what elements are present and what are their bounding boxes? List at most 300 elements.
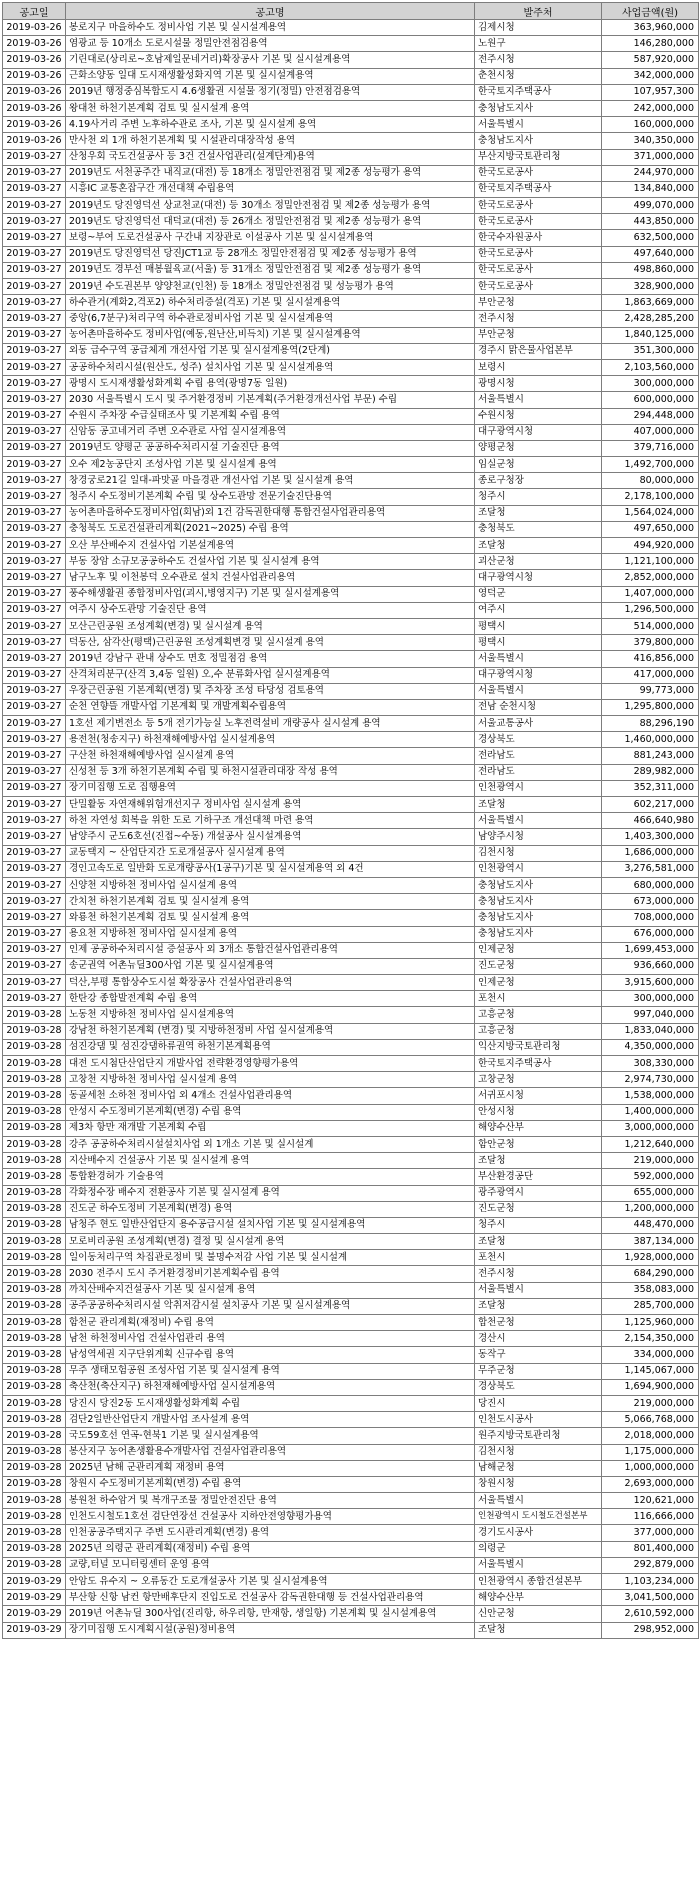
cell-date: 2019-03-28	[3, 1347, 66, 1363]
cell-ordering-org: 양평군청	[475, 440, 602, 456]
table-row[interactable]	[3, 570, 699, 586]
cell-notice-name: 부동 장암 소규모공공하수도 건설사업 기본 및 실시설계 용역	[66, 554, 475, 570]
cell-ordering-org: 경상북도	[475, 1379, 602, 1395]
cell-ordering-org: 서울특별시	[475, 392, 602, 408]
cell-ordering-org: 조달청	[475, 538, 602, 554]
table-row[interactable]	[3, 505, 699, 521]
cell-notice-name: 봉산지구 농어촌생활용수개발사업 건설사업관리용역	[66, 1444, 475, 1460]
table-row[interactable]	[3, 1234, 699, 1250]
cell-notice-name: 보령~부여 도로건설공사 구간내 지장관로 이설공사 기본 및 실시설계용역	[66, 230, 475, 246]
table-row[interactable]	[3, 958, 699, 974]
cell-date: 2019-03-27	[3, 327, 66, 343]
cell-amount: 342,000,000	[602, 68, 699, 84]
table-row[interactable]	[3, 877, 699, 893]
cell-ordering-org: 고흥군청	[475, 1007, 602, 1023]
table-row[interactable]	[3, 392, 699, 408]
cell-ordering-org: 충청남도지사	[475, 100, 602, 116]
cell-notice-name: 강주 공공하수처리시설설치사업 외 1개소 기본 및 실시설계	[66, 1136, 475, 1152]
cell-date: 2019-03-28	[3, 1315, 66, 1331]
header-date[interactable]: 공고일	[3, 3, 66, 20]
cell-amount: 497,640,000	[602, 246, 699, 262]
table-row[interactable]	[3, 651, 699, 667]
cell-ordering-org: 인천광역시 종합건설본부	[475, 1574, 602, 1590]
cell-date: 2019-03-28	[3, 1282, 66, 1298]
cell-date: 2019-03-28	[3, 1557, 66, 1573]
table-row[interactable]	[3, 1169, 699, 1185]
cell-date: 2019-03-26	[3, 117, 66, 133]
cell-amount: 352,311,000	[602, 780, 699, 796]
table-row[interactable]	[3, 376, 699, 392]
cell-amount: 407,000,000	[602, 424, 699, 440]
cell-ordering-org: 광명시청	[475, 376, 602, 392]
table-row[interactable]	[3, 100, 699, 116]
cell-amount: 219,000,000	[602, 1395, 699, 1411]
cell-notice-name: 신성천 등 3개 하천기본계획 수립 및 하천시설관리대장 작성 용역	[66, 764, 475, 780]
cell-notice-name: 교량,터널 모니터링센터 운영 용역	[66, 1557, 475, 1573]
cell-notice-name: 각화정수장 배수지 전환공사 기본 및 실시설계 용역	[66, 1185, 475, 1201]
cell-notice-name: 단밀활동 자연재해위험개선지구 정비사업 실시설계 용역	[66, 797, 475, 813]
table-row[interactable]	[3, 1444, 699, 1460]
cell-date: 2019-03-27	[3, 797, 66, 813]
cell-notice-name: 2019년도 경부선 매봉월육교(서울) 등 31개소 정밀안전점검 및 제2종 성능평가 용역	[66, 262, 475, 278]
table-row[interactable]	[3, 1217, 699, 1233]
cell-notice-name: 검단2일반산업단지 개발사업 조사설계 용역	[66, 1412, 475, 1428]
table-row[interactable]	[3, 359, 699, 375]
cell-date: 2019-03-27	[3, 165, 66, 181]
cell-amount: 1,407,000,000	[602, 586, 699, 602]
cell-notice-name: 2019년도 당진영덕선 상교천교(대전) 등 30개소 정밀안전점검 및 제2종 성능평가 용역	[66, 198, 475, 214]
cell-ordering-org: 한국도로공사	[475, 165, 602, 181]
cell-date: 2019-03-28	[3, 1509, 66, 1525]
table-row[interactable]	[3, 975, 699, 991]
cell-amount: 5,066,768,000	[602, 1412, 699, 1428]
cell-amount: 1,145,067,000	[602, 1363, 699, 1379]
cell-ordering-org: 한국토지주택공사	[475, 181, 602, 197]
cell-ordering-org: 김천시청	[475, 1444, 602, 1460]
table-row[interactable]	[3, 829, 699, 845]
cell-ordering-org: 고흥군청	[475, 1023, 602, 1039]
cell-notice-name: 경인고속도로 일반화 도로개량공사(1공구)기본 및 실시설계용역 외 4건	[66, 861, 475, 877]
cell-amount: 1,125,960,000	[602, 1315, 699, 1331]
cell-amount: 334,000,000	[602, 1347, 699, 1363]
cell-date: 2019-03-26	[3, 84, 66, 100]
table-row[interactable]	[3, 457, 699, 473]
table-row[interactable]	[3, 214, 699, 230]
cell-date: 2019-03-28	[3, 1395, 66, 1411]
cell-ordering-org: 함안군청	[475, 1136, 602, 1152]
cell-date: 2019-03-27	[3, 424, 66, 440]
cell-notice-name: 섬진강댐 및 섬진강댐하류권역 하천기본계획용역	[66, 1039, 475, 1055]
cell-date: 2019-03-28	[3, 1217, 66, 1233]
table-row[interactable]	[3, 894, 699, 910]
cell-date: 2019-03-26	[3, 68, 66, 84]
table-row[interactable]	[3, 1298, 699, 1314]
table-row[interactable]	[3, 117, 699, 133]
cell-date: 2019-03-28	[3, 1120, 66, 1136]
cell-notice-name: 2019년도 당진영덕선 대덕교(대전) 등 26개소 정밀안전점검 및 제2종 성능평가 용역	[66, 214, 475, 230]
table-row[interactable]	[3, 1007, 699, 1023]
cell-date: 2019-03-28	[3, 1412, 66, 1428]
table-row[interactable]	[3, 489, 699, 505]
cell-amount: 466,640,980	[602, 813, 699, 829]
table-row[interactable]	[3, 1557, 699, 1573]
cell-ordering-org: 대구광역시청	[475, 570, 602, 586]
cell-ordering-org: 괴산군청	[475, 554, 602, 570]
cell-date: 2019-03-29	[3, 1590, 66, 1606]
cell-ordering-org: 안성시청	[475, 1104, 602, 1120]
table-row[interactable]	[3, 1428, 699, 1444]
cell-ordering-org: 동작구	[475, 1347, 602, 1363]
cell-date: 2019-03-28	[3, 1153, 66, 1169]
table-row[interactable]	[3, 198, 699, 214]
cell-ordering-org: 전주시청	[475, 1266, 602, 1282]
cell-date: 2019-03-27	[3, 181, 66, 197]
cell-date: 2019-03-28	[3, 1428, 66, 1444]
cell-notice-name: 공주공공하수처리시설 악취저감시설 설치공사 기본 및 실시설계용역	[66, 1298, 475, 1314]
cell-amount: 497,650,000	[602, 521, 699, 537]
cell-date: 2019-03-28	[3, 1525, 66, 1541]
table-row[interactable]	[3, 942, 699, 958]
table-row[interactable]	[3, 861, 699, 877]
cell-notice-name: 2025년 남해 군관리계획 재정비 용역	[66, 1460, 475, 1476]
cell-date: 2019-03-27	[3, 651, 66, 667]
cell-amount: 2,018,000,000	[602, 1428, 699, 1444]
cell-amount: 379,716,000	[602, 440, 699, 456]
table-row[interactable]	[3, 1088, 699, 1104]
cell-notice-name: 남구노후 및 이천봉덕 오수관로 설치 건설사업관리용역	[66, 570, 475, 586]
cell-date: 2019-03-27	[3, 230, 66, 246]
cell-notice-name: 통합환경허가 기술용역	[66, 1169, 475, 1185]
table-row[interactable]	[3, 1622, 699, 1638]
table-row[interactable]	[3, 181, 699, 197]
cell-amount: 1,212,640,000	[602, 1136, 699, 1152]
cell-notice-name: 2019년 행정중심복합도시 4.6생활권 시설물 정기(정밀) 안전점검용역	[66, 84, 475, 100]
table-row[interactable]	[3, 327, 699, 343]
cell-date: 2019-03-28	[3, 1266, 66, 1282]
cell-ordering-org: 임실군청	[475, 457, 602, 473]
cell-ordering-org: 보령시	[475, 359, 602, 375]
cell-notice-name: 강남천 하천기본계획 (변경) 및 지방하천정비 사업 실시설계용역	[66, 1023, 475, 1039]
table-row[interactable]	[3, 1509, 699, 1525]
table-row[interactable]	[3, 910, 699, 926]
cell-date: 2019-03-27	[3, 748, 66, 764]
table-row[interactable]	[3, 586, 699, 602]
cell-notice-name: 안암도 유수지 ~ 오류동간 도로개설공사 기본 및 실시설계용역	[66, 1574, 475, 1590]
cell-ordering-org: 광주광역시	[475, 1185, 602, 1201]
cell-date: 2019-03-27	[3, 440, 66, 456]
cell-amount: 3,000,000,000	[602, 1120, 699, 1136]
cell-date: 2019-03-28	[3, 1088, 66, 1104]
cell-ordering-org: 평택시	[475, 635, 602, 651]
cell-notice-name: 진도군 하수도정비 기본계획(변경) 용역	[66, 1201, 475, 1217]
cell-date: 2019-03-27	[3, 214, 66, 230]
cell-amount: 116,666,000	[602, 1509, 699, 1525]
cell-date: 2019-03-26	[3, 133, 66, 149]
cell-ordering-org: 전라남도	[475, 748, 602, 764]
table-row[interactable]	[3, 1590, 699, 1606]
cell-amount: 1,564,024,000	[602, 505, 699, 521]
cell-notice-name: 남천 하천정비사업 건설사업관리 용역	[66, 1331, 475, 1347]
table-row[interactable]	[3, 1056, 699, 1072]
cell-notice-name: 산청우회 국도건설공사 등 3건 건설사업관리(설계단계)용역	[66, 149, 475, 165]
cell-amount: 881,243,000	[602, 748, 699, 764]
cell-ordering-org: 해양수산부	[475, 1120, 602, 1136]
cell-ordering-org: 한국수자원공사	[475, 230, 602, 246]
table-row[interactable]	[3, 1266, 699, 1282]
cell-date: 2019-03-27	[3, 813, 66, 829]
table-row[interactable]	[3, 262, 699, 278]
table-row[interactable]	[3, 246, 699, 262]
cell-amount: 292,879,000	[602, 1557, 699, 1573]
table-row[interactable]	[3, 1525, 699, 1541]
cell-date: 2019-03-27	[3, 392, 66, 408]
table-row[interactable]	[3, 1331, 699, 1347]
table-row[interactable]	[3, 424, 699, 440]
table-row[interactable]	[3, 68, 699, 84]
cell-ordering-org: 인천광역시 도시철도건설본부	[475, 1509, 602, 1525]
cell-ordering-org: 충청남도지사	[475, 894, 602, 910]
cell-ordering-org: 남양주시청	[475, 829, 602, 845]
table-row[interactable]	[3, 1412, 699, 1428]
cell-date: 2019-03-28	[3, 1136, 66, 1152]
table-row[interactable]	[3, 699, 699, 715]
table-row[interactable]	[3, 991, 699, 1007]
cell-amount: 285,700,000	[602, 1298, 699, 1314]
cell-notice-name: 덕동산, 삼각산(평택)근린공원 조성계획변경 및 실시설계 용역	[66, 635, 475, 651]
table-row[interactable]	[3, 1574, 699, 1590]
cell-ordering-org: 한국도로공사	[475, 262, 602, 278]
cell-amount: 997,040,000	[602, 1007, 699, 1023]
table-row[interactable]	[3, 295, 699, 311]
cell-notice-name: 무주 생태모험공원 조성사업 기본 및 실시설계 용역	[66, 1363, 475, 1379]
cell-amount: 417,000,000	[602, 667, 699, 683]
table-row[interactable]	[3, 1136, 699, 1152]
table-row[interactable]	[3, 732, 699, 748]
cell-date: 2019-03-27	[3, 845, 66, 861]
table-row[interactable]	[3, 618, 699, 634]
cell-notice-name: 2030 서울특별시 도시 및 주거환경정비 기본계획(주거환경개선사업 부문) 수립	[66, 392, 475, 408]
cell-notice-name: 인제 공공하수처리시설 증설공사 외 3개소 통합건설사업관리용역	[66, 942, 475, 958]
cell-notice-name: 당진시 당진2동 도시재생활성화계획 수립	[66, 1395, 475, 1411]
cell-amount: 1,295,800,000	[602, 699, 699, 715]
cell-date: 2019-03-27	[3, 505, 66, 521]
cell-ordering-org: 조달청	[475, 1622, 602, 1638]
cell-amount: 351,300,000	[602, 343, 699, 359]
cell-amount: 294,448,000	[602, 408, 699, 424]
cell-ordering-org: 충청남도지사	[475, 926, 602, 942]
table-row[interactable]	[3, 1460, 699, 1476]
cell-notice-name: 송군권역 어촌뉴딜300사업 기본 및 실시설계용역	[66, 958, 475, 974]
cell-amount: 684,290,000	[602, 1266, 699, 1282]
cell-amount: 3,041,500,000	[602, 1590, 699, 1606]
cell-date: 2019-03-27	[3, 473, 66, 489]
cell-notice-name: 봉로지구 마을하수도 정비사업 기본 및 실시설계용역	[66, 20, 475, 36]
table-row[interactable]	[3, 1153, 699, 1169]
table-row[interactable]	[3, 279, 699, 295]
cell-ordering-org: 전남 순천시청	[475, 699, 602, 715]
cell-ordering-org: 전주시청	[475, 311, 602, 327]
cell-amount: 298,952,000	[602, 1622, 699, 1638]
cell-ordering-org: 한국도로공사	[475, 198, 602, 214]
table-row[interactable]	[3, 764, 699, 780]
header-amount[interactable]: 사업금액(원)	[602, 3, 699, 20]
table-row[interactable]	[3, 554, 699, 570]
cell-amount: 2,610,592,000	[602, 1606, 699, 1622]
cell-amount: 3,276,581,000	[602, 861, 699, 877]
cell-notice-name: 기린대로(상리로~호남제일문네거리)확장공사 기본 및 실시설계용역	[66, 52, 475, 68]
table-row[interactable]	[3, 716, 699, 732]
header-org[interactable]: 발주처	[475, 3, 602, 20]
cell-date: 2019-03-27	[3, 570, 66, 586]
table-row[interactable]	[3, 133, 699, 149]
cell-notice-name: 와룡천 하천기본계획 검토 및 실시설계 용역	[66, 910, 475, 926]
table-row[interactable]	[3, 36, 699, 52]
cell-ordering-org: 경상북도	[475, 732, 602, 748]
table-row[interactable]	[3, 440, 699, 456]
table-row[interactable]	[3, 1201, 699, 1217]
table-row[interactable]	[3, 748, 699, 764]
table-row[interactable]	[3, 635, 699, 651]
cell-date: 2019-03-29	[3, 1622, 66, 1638]
table-row[interactable]	[3, 1541, 699, 1557]
cell-notice-name: 2019년 수도권본부 양양천교(인천) 등 18개소 정밀안전점검 및 성능평가 용역	[66, 279, 475, 295]
table-row[interactable]	[3, 1120, 699, 1136]
table-row[interactable]	[3, 813, 699, 829]
cell-date: 2019-03-27	[3, 699, 66, 715]
table-row[interactable]	[3, 1347, 699, 1363]
table-row[interactable]	[3, 1023, 699, 1039]
cell-notice-name: 공공하수처리시설(원산도, 성주) 설치사업 기본 및 실시설계용역	[66, 359, 475, 375]
table-row[interactable]	[3, 1185, 699, 1201]
table-row[interactable]	[3, 521, 699, 537]
cell-ordering-org: 포천시	[475, 1250, 602, 1266]
cell-date: 2019-03-29	[3, 1574, 66, 1590]
table-row[interactable]	[3, 845, 699, 861]
cell-date: 2019-03-28	[3, 1250, 66, 1266]
table-row[interactable]	[3, 408, 699, 424]
cell-amount: 655,000,000	[602, 1185, 699, 1201]
table-row[interactable]	[3, 311, 699, 327]
cell-date: 2019-03-28	[3, 1056, 66, 1072]
table-row[interactable]	[3, 20, 699, 36]
cell-ordering-org: 합천군청	[475, 1315, 602, 1331]
cell-amount: 1,175,000,000	[602, 1444, 699, 1460]
cell-notice-name: 고창천 지방하천 정비사업 실시설계 용역	[66, 1072, 475, 1088]
cell-notice-name: 간치천 하천기본계획 검토 및 실시설계 용역	[66, 894, 475, 910]
cell-amount: 2,693,000,000	[602, 1476, 699, 1492]
cell-amount: 134,840,000	[602, 181, 699, 197]
cell-notice-name: 장기미집행 도시계획시설(공원)정비용역	[66, 1622, 475, 1638]
cell-date: 2019-03-27	[3, 586, 66, 602]
cell-ordering-org: 영덕군	[475, 586, 602, 602]
cell-date: 2019-03-27	[3, 149, 66, 165]
header-name[interactable]: 공고명	[66, 3, 475, 20]
cell-amount: 2,852,000,000	[602, 570, 699, 586]
cell-ordering-org: 여주시	[475, 602, 602, 618]
table-row[interactable]	[3, 1282, 699, 1298]
cell-date: 2019-03-28	[3, 1444, 66, 1460]
cell-amount: 448,470,000	[602, 1217, 699, 1233]
table-row[interactable]	[3, 1315, 699, 1331]
cell-amount: 107,957,300	[602, 84, 699, 100]
cell-ordering-org: 조달청	[475, 505, 602, 521]
cell-ordering-org: 한국토지주택공사	[475, 84, 602, 100]
table-row[interactable]	[3, 473, 699, 489]
cell-amount: 600,000,000	[602, 392, 699, 408]
cell-notice-name: 2019년 어촌뉴딜 300사업(진리항, 하우리항, 만재항, 생일항) 기본계획 및 실시설계용역	[66, 1606, 475, 1622]
cell-amount: 443,850,000	[602, 214, 699, 230]
cell-amount: 1,200,000,000	[602, 1201, 699, 1217]
cell-amount: 2,178,100,000	[602, 489, 699, 505]
cell-notice-name: 외동 급수구역 공급체계 개선사업 기본 및 실시설계용역(2단계)	[66, 343, 475, 359]
table-row[interactable]	[3, 602, 699, 618]
cell-ordering-org: 조달청	[475, 1153, 602, 1169]
cell-notice-name: 1호선 제기변전소 등 5개 전기가능실 노후전력설비 개량공사 실시설계 용역	[66, 716, 475, 732]
table-row[interactable]	[3, 926, 699, 942]
cell-ordering-org: 무주군청	[475, 1363, 602, 1379]
cell-amount: 242,000,000	[602, 100, 699, 116]
cell-amount: 1,699,453,000	[602, 942, 699, 958]
table-row[interactable]	[3, 780, 699, 796]
table-row[interactable]	[3, 1039, 699, 1055]
cell-date: 2019-03-27	[3, 910, 66, 926]
table-row[interactable]	[3, 230, 699, 246]
table-row[interactable]	[3, 1493, 699, 1509]
table-row[interactable]	[3, 84, 699, 100]
cell-amount: 602,217,000	[602, 797, 699, 813]
cell-date: 2019-03-28	[3, 1493, 66, 1509]
table-row[interactable]	[3, 667, 699, 683]
table-row[interactable]	[3, 1476, 699, 1492]
cell-ordering-org: 청주시	[475, 1217, 602, 1233]
cell-ordering-org: 해양수산부	[475, 1590, 602, 1606]
cell-ordering-org: 인천도시공사	[475, 1412, 602, 1428]
cell-notice-name: 우장근린공원 기본계획(변경) 및 주차장 조성 타당성 검토용역	[66, 683, 475, 699]
cell-notice-name: 순천 연향뜰 개발사업 기본계획 및 개발계획수립용역	[66, 699, 475, 715]
cell-notice-name: 축산천(축산지구) 하천재해예방사업 실시설계용역	[66, 1379, 475, 1395]
table-row[interactable]	[3, 1395, 699, 1411]
table-row[interactable]	[3, 797, 699, 813]
table-row[interactable]	[3, 1606, 699, 1622]
table-row[interactable]	[3, 1072, 699, 1088]
cell-ordering-org: 인천광역시	[475, 861, 602, 877]
cell-amount: 289,982,000	[602, 764, 699, 780]
cell-notice-name: 모산근린공원 조성계획(변경) 및 실시설계 용역	[66, 618, 475, 634]
cell-date: 2019-03-28	[3, 1201, 66, 1217]
table-row[interactable]	[3, 343, 699, 359]
cell-ordering-org: 대구광역시청	[475, 424, 602, 440]
cell-notice-name: 구산천 하천재해예방사업 실시설계 용역	[66, 748, 475, 764]
cell-date: 2019-03-27	[3, 764, 66, 780]
cell-amount: 371,000,000	[602, 149, 699, 165]
cell-date: 2019-03-26	[3, 100, 66, 116]
table-row[interactable]	[3, 1104, 699, 1120]
table-row[interactable]	[3, 1363, 699, 1379]
cell-amount: 2,428,285,200	[602, 311, 699, 327]
table-row[interactable]	[3, 1379, 699, 1395]
table-row[interactable]	[3, 165, 699, 181]
cell-amount: 498,860,000	[602, 262, 699, 278]
table-row[interactable]	[3, 683, 699, 699]
table-row[interactable]	[3, 538, 699, 554]
table-row[interactable]	[3, 149, 699, 165]
cell-notice-name: 2025년 의령군 관리계획(재정비) 수립 용역	[66, 1541, 475, 1557]
cell-notice-name: 2019년도 서천공주간 내직교(대전) 등 18개소 정밀안전점검 및 제2종 성능평가 용역	[66, 165, 475, 181]
cell-amount: 328,900,000	[602, 279, 699, 295]
table-row[interactable]	[3, 1250, 699, 1266]
table-row[interactable]	[3, 52, 699, 68]
cell-ordering-org: 전주시청	[475, 52, 602, 68]
